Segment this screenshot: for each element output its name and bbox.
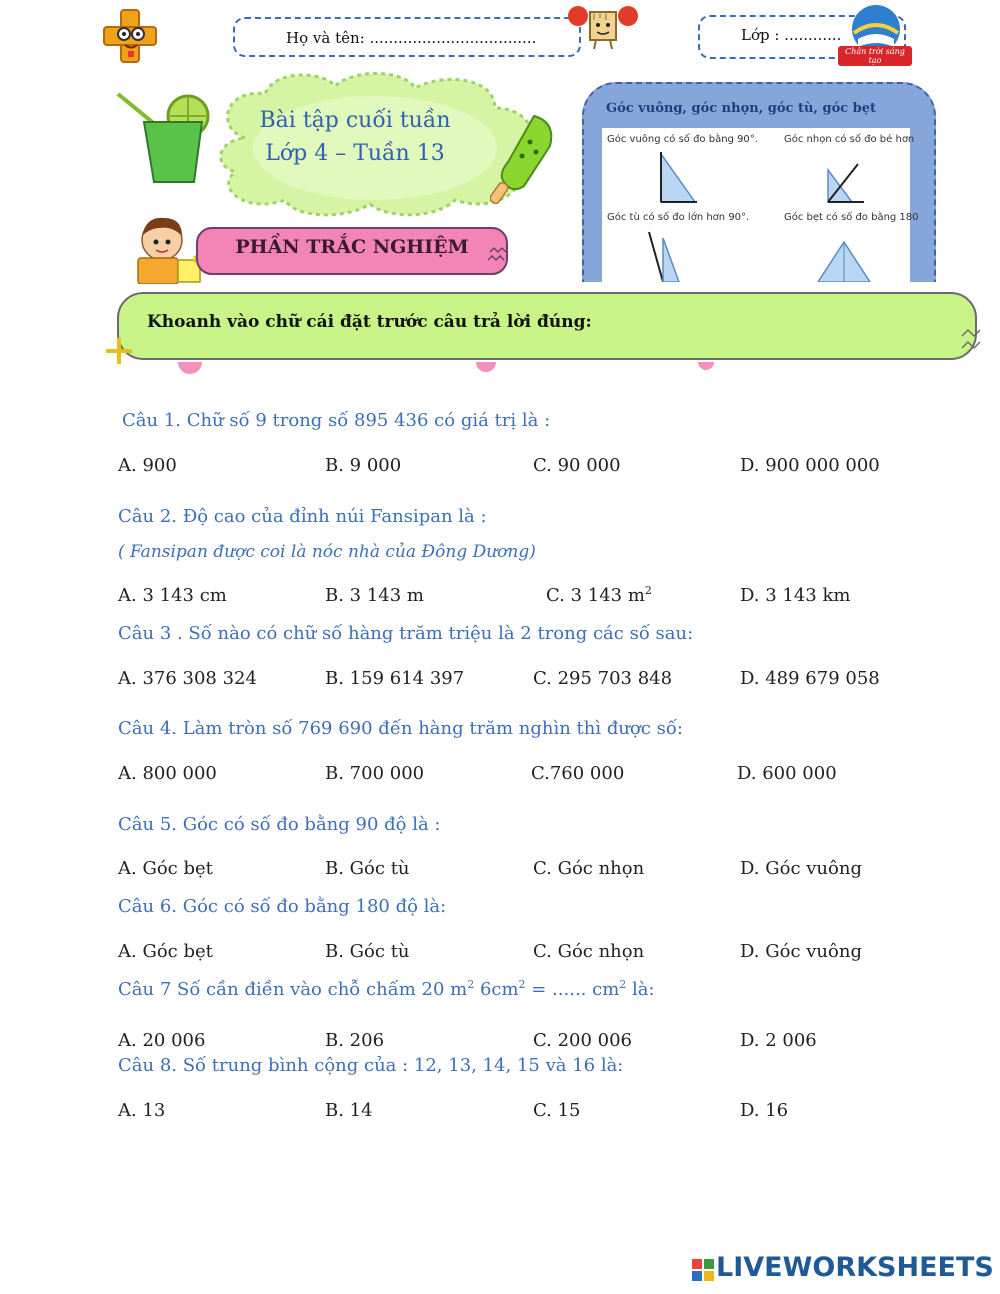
q7-option-b[interactable]: B. 206: [325, 1030, 385, 1051]
angles-panel-title: Góc vuông, góc nhọn, góc tù, góc bẹt: [606, 101, 877, 116]
q2-option-c-text: C. 3 143 m: [546, 585, 645, 606]
q7-text-part: 6cm: [474, 979, 519, 1000]
q2-option-b[interactable]: B. 3 143 m: [325, 585, 424, 606]
q1-option-a[interactable]: A. 900: [118, 455, 177, 476]
q2-option-d[interactable]: D. 3 143 km: [740, 585, 851, 606]
question-8: Câu 8. Số trung bình cộng của : 12, 13, 14, 15 và 16 là:: [118, 1055, 624, 1076]
q3-option-c[interactable]: C. 295 703 848: [533, 668, 673, 689]
angle-caption-right: Góc vuông có số đo bằng 90°.: [607, 134, 758, 145]
angle-caption-obtuse: Góc tù có số đo lớn hơn 90°.: [607, 212, 750, 223]
acute-angle-icon: [822, 150, 866, 206]
ice-pop-icon: [490, 112, 562, 204]
angle-caption-acute: Góc nhọn có số đo bé hơn: [784, 134, 915, 145]
question-3: Câu 3 . Số nào có chữ số hàng trăm triệu là 2 trong các số sau:: [118, 623, 694, 644]
q5-option-a[interactable]: A. Góc bẹt: [118, 858, 213, 879]
q4-option-d[interactable]: D. 600 000: [737, 763, 837, 784]
q1-option-c[interactable]: C. 90 000: [533, 455, 621, 476]
q5-option-d[interactable]: D. Góc vuông: [740, 858, 862, 879]
half-circle-decoration-icon: [176, 358, 936, 378]
q5-option-b[interactable]: B. Góc tù: [325, 858, 410, 879]
question-2-note: ( Fansipan được coi là nóc nhà của Đông Dương): [118, 542, 536, 562]
question-2: Câu 2. Độ cao của đỉnh núi Fansipan là :: [118, 506, 487, 527]
q8-option-c[interactable]: C. 15: [533, 1100, 581, 1121]
obtuse-angle-icon: [645, 228, 689, 282]
q6-option-a[interactable]: A. Góc bẹt: [118, 941, 213, 962]
q4-option-b[interactable]: B. 700 000: [325, 763, 425, 784]
q2-option-c-sup: 2: [644, 584, 652, 597]
question-6: Câu 6. Góc có số đo bằng 180 độ là:: [118, 896, 447, 917]
q5-option-c[interactable]: C. Góc nhọn: [533, 858, 645, 879]
page-title-line1: Bài tập cuối tuần: [259, 108, 451, 133]
question-4: Câu 4. Làm tròn số 769 690 đến hàng trăm nghìn thì được số:: [118, 718, 683, 739]
q2-option-c[interactable]: [546, 585, 652, 606]
q6-option-b[interactable]: B. Góc tù: [325, 941, 410, 962]
q7-text-part: Câu 7 Số cần điền vào chỗ chấm 20 m: [118, 979, 468, 1000]
class-label: Lớp : ............: [741, 26, 842, 44]
question-1: Câu 1. Chữ số 9 trong số 895 436 có giá trị là :: [122, 410, 551, 431]
q7-sup: 2: [518, 978, 526, 991]
q8-option-a[interactable]: A. 13: [118, 1100, 166, 1121]
q1-option-b[interactable]: B. 9 000: [325, 455, 402, 476]
q7-sup: 2: [619, 978, 627, 991]
page-title-line2: Lớp 4 – Tuần 13: [265, 141, 445, 166]
q7-text-part: là:: [626, 979, 655, 1000]
ruler-mascot-icon: [566, 2, 640, 50]
straight-angle-icon: [814, 238, 874, 282]
q8-option-b[interactable]: B. 14: [325, 1100, 373, 1121]
question-5: Câu 5. Góc có số đo bằng 90 độ là :: [118, 814, 441, 835]
plus-mascot-icon: [98, 8, 164, 64]
squiggle-decoration-icon: [486, 242, 508, 264]
question-7: [118, 979, 655, 1000]
q3-option-a[interactable]: A. 376 308 324: [118, 668, 257, 689]
name-label: Họ và tên: ...................................: [286, 29, 537, 47]
liveworksheets-logo-icon: [692, 1259, 714, 1281]
q7-sup: 2: [467, 978, 475, 991]
q7-option-c[interactable]: C. 200 006: [533, 1030, 633, 1051]
sparkle-decoration-icon: [104, 336, 134, 366]
squiggle-decoration-icon: [958, 318, 984, 352]
q7-option-a[interactable]: A. 20 006: [118, 1030, 206, 1051]
liveworksheets-logo-text: LIVEWORKSHEETS: [716, 1252, 994, 1283]
q8-option-d[interactable]: D. 16: [740, 1100, 789, 1121]
q7-option-d[interactable]: D. 2 006: [740, 1030, 817, 1051]
right-angle-icon: [655, 150, 699, 206]
section-title: PHẦN TRẮC NGHIỆM: [235, 236, 469, 258]
q3-option-d[interactable]: D. 489 679 058: [740, 668, 880, 689]
q6-option-c[interactable]: C. Góc nhọn: [533, 941, 645, 962]
angle-caption-straight: Góc bẹt có số đo bằng 180: [784, 212, 919, 223]
q7-text-part: = ...... cm: [525, 979, 620, 1000]
instruction-text: Khoanh vào chữ cái đặt trước câu trả lời đúng:: [147, 312, 592, 332]
brand-name: Chân trời sáng tạo: [838, 46, 912, 66]
q4-option-c[interactable]: C.760 000: [531, 763, 625, 784]
q2-option-a[interactable]: A. 3 143 cm: [118, 585, 227, 606]
q3-option-b[interactable]: B. 159 614 397: [325, 668, 465, 689]
q1-option-d[interactable]: D. 900 000 000: [740, 455, 880, 476]
q4-option-a[interactable]: A. 800 000: [118, 763, 217, 784]
drink-glass-icon: [116, 90, 216, 186]
q6-option-d[interactable]: D. Góc vuông: [740, 941, 862, 962]
